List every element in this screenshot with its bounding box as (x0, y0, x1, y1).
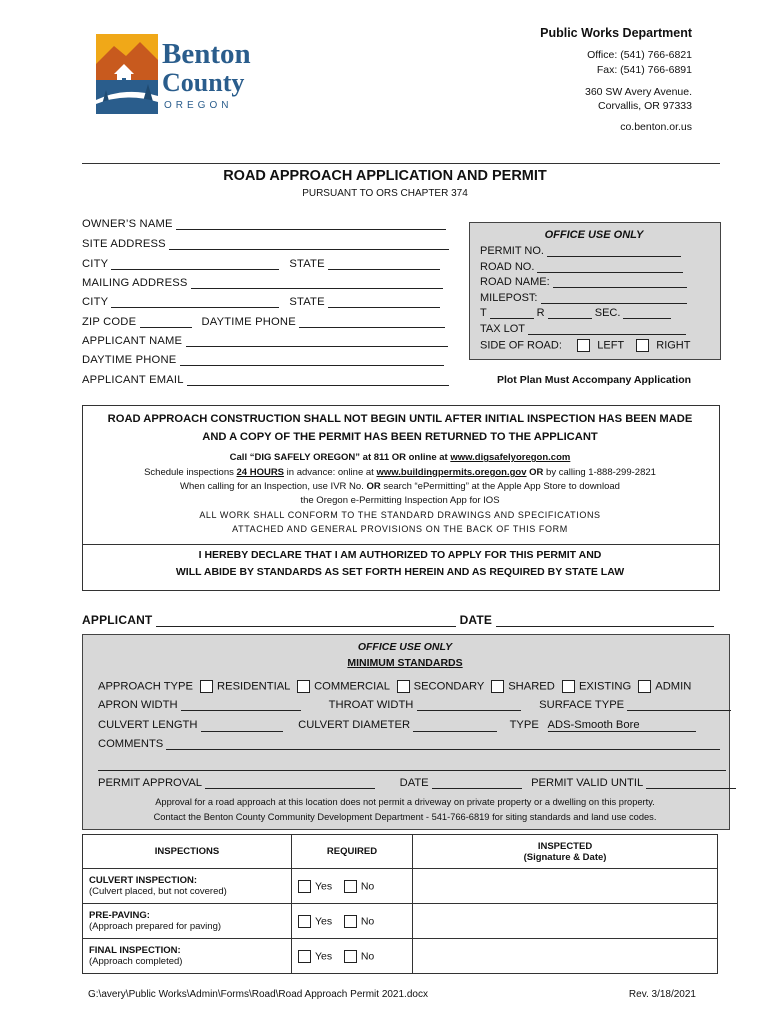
permit-input[interactable] (547, 245, 681, 257)
address-line2: Corvallis, OR 97333 (598, 100, 692, 112)
schedule-line (82, 467, 718, 478)
logo-emblem-icon (96, 34, 160, 114)
existing-checkbox[interactable] (562, 680, 575, 693)
prepaving-sub: (Approach prepared for paving) (89, 921, 222, 932)
road-no-row (480, 261, 683, 273)
culvert-inspected-cell[interactable] (413, 869, 718, 904)
signature-row (82, 613, 714, 627)
dig-safely-line (82, 452, 718, 463)
commercial-checkbox[interactable] (297, 680, 310, 693)
conform-line2: ATTACHED AND GENERAL PROVISIONS ON THE BACK OF THIS FORM (232, 524, 568, 534)
taxlot-input[interactable] (528, 323, 686, 335)
apron-input[interactable] (181, 699, 301, 711)
address-line1: 360 SW Avery Avenue. (584, 86, 692, 98)
owner-input[interactable] (176, 218, 446, 230)
conform-line1: ALL WORK SHALL CONFORM TO THE STANDARD DRAWINGS AND SPECIFICATIONS (199, 510, 601, 520)
ivr-text-a: When calling for an Inspection, use IVR No. (180, 481, 367, 492)
prepaving-required-cell (292, 904, 413, 939)
admin-label: ADMIN (655, 680, 692, 693)
no-label: No (360, 879, 375, 892)
existing-label: EXISTING (578, 680, 632, 693)
taxlot-row (480, 323, 686, 335)
schedule-text-a: Schedule inspections (144, 467, 237, 478)
owner-row (82, 218, 446, 230)
state-input[interactable] (328, 258, 440, 270)
shared-checkbox[interactable] (491, 680, 504, 693)
dig-safely-text: Call “DIG SAFELY OREGON” at 811 OR online at (229, 452, 451, 463)
left-label: LEFT (597, 339, 624, 352)
zip-row (82, 316, 445, 328)
final-title: FINAL INSPECTION: (89, 945, 181, 956)
r-label: R (536, 307, 545, 319)
final-sub: (Approach completed) (89, 956, 183, 967)
logo-line2: County (162, 68, 245, 97)
appname-row (82, 335, 448, 347)
signature-date-input[interactable] (496, 615, 714, 627)
schedule-text-c: in advance: online at (284, 467, 377, 478)
ivr-or: OR (366, 481, 381, 492)
dept-name: Public Works Department (540, 26, 692, 40)
ivr-line (82, 481, 718, 492)
form-title: ROAD APPROACH APPLICATION AND PERMIT (223, 168, 547, 184)
approach-type-label: APPROACH TYPE (98, 680, 193, 693)
header-divider (82, 163, 720, 164)
culvert-inspection-sub: (Culvert placed, but not covered) (89, 886, 227, 897)
signature-date-label: DATE (459, 613, 493, 627)
inspections-header: INSPECTIONS (83, 835, 292, 869)
residential-checkbox[interactable] (200, 680, 213, 693)
approval-input[interactable] (205, 777, 375, 789)
state2-label: STATE (289, 296, 325, 308)
r-input[interactable] (548, 307, 592, 319)
dayphone-label: DAYTIME PHONE (201, 316, 296, 328)
culvert-yes-checkbox[interactable] (298, 880, 311, 893)
website[interactable]: co.benton.or.us (620, 121, 692, 133)
secondary-checkbox[interactable] (397, 680, 410, 693)
culvert-length-input[interactable] (201, 720, 283, 732)
road-name-label: ROAD NAME: (480, 276, 550, 288)
dayphone-input[interactable] (299, 316, 445, 328)
side-label: SIDE OF ROAD: (480, 339, 562, 352)
logo-line1: Benton (162, 38, 251, 70)
site-label: SITE ADDRESS (82, 238, 166, 250)
notice-heading1: ROAD APPROACH CONSTRUCTION SHALL NOT BEGIN UNTIL AFTER INITIAL INSPECTION HAS BEEN MADE (107, 413, 693, 425)
approval-date-label: DATE (399, 777, 429, 789)
surface-label: SURFACE TYPE (539, 699, 625, 711)
prepaving-inspected-cell[interactable] (413, 904, 718, 939)
culvert-no-checkbox[interactable] (344, 880, 357, 893)
yes-label: Yes (315, 879, 333, 892)
declare-line2: WILL ABIDE BY STANDARDS AS SET FORTH HEREIN AND AS REQUIRED BY STATE LAW (175, 566, 625, 578)
office-phone: Office: (541) 766-6821 (587, 49, 692, 61)
table-row (83, 869, 718, 904)
approval-note1: Approval for a road approach at this location does not permit a driveway on private property or a dwelling on this property. (155, 797, 655, 807)
city-row (82, 258, 440, 270)
form-subtitle: PURSUANT TO ORS CHAPTER 374 (302, 188, 468, 199)
culvert-inspection-title: CULVERT INSPECTION: (89, 875, 198, 886)
final-no-checkbox[interactable] (344, 950, 357, 963)
culvert-diameter-label: CULVERT DIAMETER (298, 719, 411, 731)
road-name-input[interactable] (553, 276, 687, 288)
table-row (83, 939, 718, 974)
approval-label: PERMIT APPROVAL (98, 777, 202, 789)
secondary-label: SECONDARY (413, 680, 485, 693)
email-input[interactable] (187, 374, 449, 386)
culvert-type-label: TYPE (509, 719, 539, 731)
milepost-row (480, 292, 687, 304)
taxlot-label: TAX LOT (480, 323, 525, 335)
state-label: STATE (289, 258, 325, 270)
surface-input[interactable] (627, 699, 731, 711)
permit-label: PERMIT NO. (480, 245, 544, 257)
t-label: T (480, 307, 487, 319)
permit-row (480, 245, 681, 257)
approach-type-row (98, 680, 691, 693)
throat-label: THROAT WIDTH (328, 699, 414, 711)
dayphone2-label: DAYTIME PHONE (82, 354, 177, 366)
road-no-input[interactable] (537, 261, 683, 273)
appname-input[interactable] (186, 335, 448, 347)
notice-heading2: AND A COPY OF THE PERMIT HAS BEEN RETURNED TO THE APPLICANT (202, 431, 598, 443)
culvert-diameter-input[interactable] (413, 720, 497, 732)
road-no-label: ROAD NO. (480, 261, 535, 273)
residential-label: RESIDENTIAL (217, 680, 290, 693)
city2-label: CITY (82, 296, 109, 308)
inspected-header-line1: INSPECTED (537, 840, 593, 852)
city2-row (82, 296, 440, 308)
culvert-length-label: CULVERT LENGTH (98, 719, 198, 731)
declare-line1: I HEREBY DECLARE THAT I AM AUTHORIZED TO APPLY FOR THIS PERMIT AND (198, 549, 602, 561)
final-inspected-cell[interactable] (413, 939, 718, 974)
applicant-signature-input[interactable] (156, 615, 456, 627)
mailing-row (82, 277, 443, 289)
prepaving-no-checkbox[interactable] (344, 915, 357, 928)
ivr-line2: the Oregon e-Permitting Inspection App for IOS (300, 495, 500, 506)
applicant-signature-label: APPLICANT (82, 613, 153, 627)
prepaving-yes-checkbox[interactable] (298, 915, 311, 928)
approval-date-input[interactable] (432, 777, 522, 789)
standards-subtitle: MINIMUM STANDARDS (347, 657, 463, 669)
owner-label: OWNER’S NAME (82, 218, 173, 230)
mailing-input[interactable] (191, 277, 443, 289)
side-row (480, 339, 690, 352)
culvert-type-value[interactable]: ADS-Smooth Bore (548, 719, 696, 732)
required-header: REQUIRED (292, 835, 413, 869)
apron-row (98, 699, 731, 711)
trs-row (480, 307, 671, 319)
fax-phone: Fax: (541) 766-6891 (596, 64, 692, 76)
email-label: APPLICANT EMAIL (82, 374, 184, 386)
footer-revision: Rev. 3/18/2021 (628, 989, 696, 1000)
left-checkbox[interactable] (577, 339, 590, 352)
notice-divider (83, 544, 719, 545)
no-label: No (360, 949, 375, 962)
sec-label: SEC. (594, 307, 621, 319)
footer-path: G:\avery\Public Works\Admin\Forms\Road\Road Approach Permit 2021.docx (88, 989, 428, 1000)
comments-label: COMMENTS (98, 738, 164, 750)
admin-checkbox[interactable] (638, 680, 651, 693)
inspected-header (413, 835, 718, 869)
shared-label: SHARED (508, 680, 555, 693)
standards-title: OFFICE USE ONLY (357, 641, 453, 653)
city-label: CITY (82, 258, 109, 270)
zip-label: ZIP CODE (82, 316, 137, 328)
table-row (83, 904, 718, 939)
schedule-phone: by calling 1-888-299-2821 (543, 467, 656, 478)
apron-label: APRON WIDTH (98, 699, 178, 711)
valid-until-input[interactable] (646, 777, 736, 789)
building-permits-link[interactable]: www.buildingpermits.oregon.gov (376, 467, 527, 478)
state2-input[interactable] (328, 296, 440, 308)
ivr-text-c: search “ePermitting” at the Apple App Store to download (380, 481, 620, 492)
mailing-label: MAILING ADDRESS (82, 277, 188, 289)
city2-input[interactable] (111, 296, 279, 308)
approval-row (98, 777, 736, 789)
dayphone2-row (82, 354, 444, 366)
inspected-header-line2: (Signature & Date) (523, 851, 607, 863)
email-row (82, 374, 449, 386)
yes-label: Yes (315, 914, 333, 927)
office-use-title: OFFICE USE ONLY (544, 229, 644, 241)
yes-label: Yes (315, 949, 333, 962)
road-name-row (480, 276, 687, 288)
site-row (82, 238, 449, 250)
inspections-header-row (83, 835, 718, 869)
commercial-label: COMMERCIAL (314, 680, 390, 693)
right-checkbox[interactable] (636, 339, 649, 352)
t-input[interactable] (490, 307, 534, 319)
county-logo (96, 34, 276, 116)
milepost-label: MILEPOST: (480, 292, 538, 304)
schedule-hours: 24 HOURS (236, 467, 285, 478)
valid-until-label: PERMIT VALID UNTIL (531, 777, 643, 789)
culvert-required-cell (292, 869, 413, 904)
culvert-row (98, 719, 696, 732)
comments-row (98, 738, 720, 750)
zip-input[interactable] (140, 316, 192, 328)
final-required-cell (292, 939, 413, 974)
dayphone2-input[interactable] (180, 354, 444, 366)
culvert-inspection-cell (83, 869, 292, 904)
sec-input[interactable] (623, 307, 671, 319)
approval-note2: Contact the Benton County Community Development Department - 541-766-6819 for siting standards and land use codes. (153, 812, 657, 822)
prepaving-cell (83, 904, 292, 939)
comments-input[interactable] (166, 738, 720, 750)
right-label: RIGHT (656, 339, 691, 352)
no-label: No (360, 914, 375, 927)
city-input[interactable] (111, 258, 279, 270)
inspections-table (82, 834, 718, 974)
final-yes-checkbox[interactable] (298, 950, 311, 963)
comments-line2[interactable] (98, 770, 726, 771)
logo-line3: OREGON (164, 100, 233, 111)
throat-input[interactable] (417, 699, 521, 711)
site-input[interactable] (169, 238, 449, 250)
schedule-or: OR (526, 467, 544, 478)
plot-plan-note: Plot Plan Must Accompany Application (496, 374, 692, 386)
final-cell (83, 939, 292, 974)
milepost-input[interactable] (541, 292, 687, 304)
prepaving-title: PRE-PAVING: (89, 910, 150, 921)
appname-label: APPLICANT NAME (82, 335, 183, 347)
dig-safely-link[interactable]: www.digsafelyoregon.com (450, 452, 571, 463)
